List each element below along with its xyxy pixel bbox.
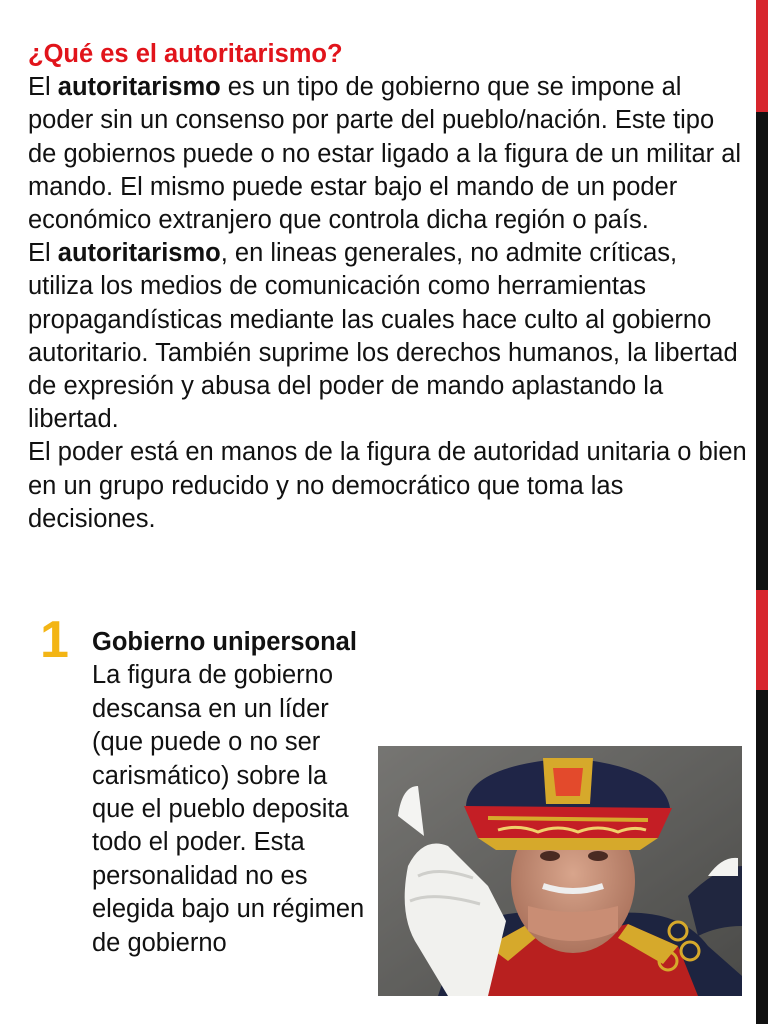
intro-paragraph-1 <box>28 71 748 237</box>
decorative-side-bar <box>756 0 768 1024</box>
side-bar-black-segment-top <box>756 112 768 590</box>
photo-illustration <box>378 746 742 996</box>
intro-p1-start: El <box>28 73 58 102</box>
military-leader-photo <box>378 746 742 996</box>
side-bar-red-segment-middle <box>756 590 768 690</box>
section-body <box>92 626 372 960</box>
side-bar-black-segment-bottom <box>756 690 768 1024</box>
intro-p1-bold-term: autoritarismo <box>57 73 221 102</box>
section-number: 1 <box>40 611 69 669</box>
section-heading: Gobierno unipersonal <box>92 628 357 656</box>
intro-p2-rest: , en lineas generales, no admite críticas, utiliza los medios de comunicación como herramientas propagandísticas mediante las cuales hace culto al gobierno autoritario. También suprime los derechos humanos, la libertad de expresión y abusa del poder de mando aplastando la libertad. <box>28 239 738 434</box>
intro-p2-bold-term: autoritarismo <box>57 239 221 268</box>
side-bar-red-segment-top <box>756 0 768 112</box>
section-text: La figura de gobierno descansa en un líder (que puede o no ser carismático) sobre la que el pueblo deposita todo el poder. Esta personalidad no es elegida bajo un régimen de gobierno <box>92 661 365 957</box>
intro-p1-rest: es un tipo de gobierno que se impone al poder sin un consenso por parte del pueblo/nación. Este tipo de gobiernos puede o no estar ligado a la figura de un militar al mando. El mismo puede estar bajo el mando de un poder económico extranjero que controla dicha región o país. <box>28 73 742 235</box>
intro-p2-start: El <box>28 239 58 268</box>
intro-text-block <box>28 38 748 536</box>
page-title: ¿Qué es el autoritarismo? <box>28 40 343 68</box>
intro-paragraph-3: El poder está en manos de la figura de autoridad unitaria o bien en un grupo reducido y no democrático que toma las decisiones. <box>28 438 747 533</box>
intro-paragraph-2 <box>28 237 748 436</box>
